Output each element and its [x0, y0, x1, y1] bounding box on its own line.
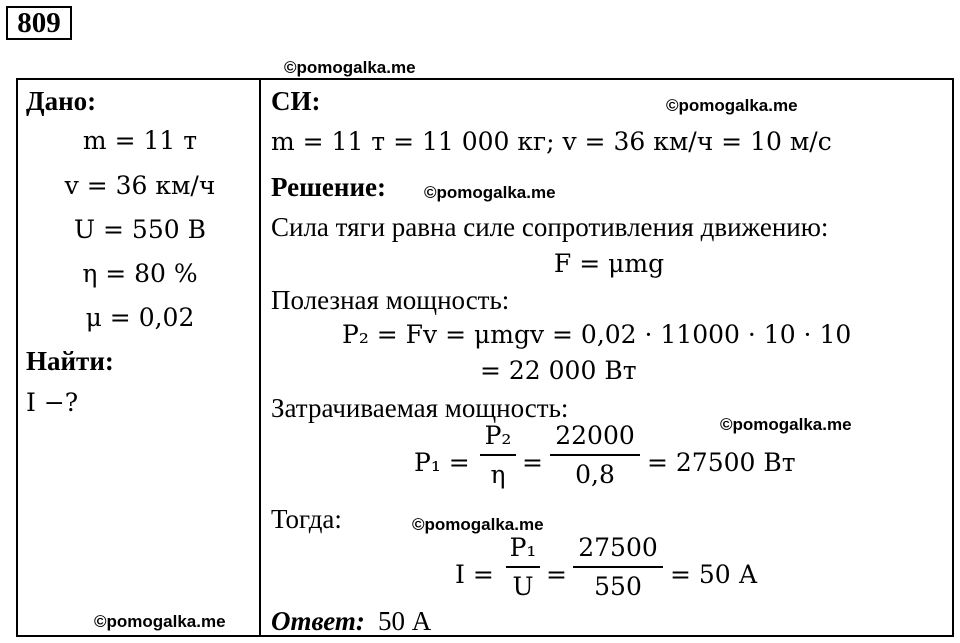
fraction-numerator: 22000: [555, 421, 635, 450]
fraction-numerator: 27500: [578, 533, 658, 562]
watermark: ©pomogalka.me: [284, 58, 416, 77]
given-speed: v = 36 км/ч: [64, 171, 216, 200]
formula-p1-equals: =: [522, 448, 543, 477]
fraction-bar: [573, 566, 663, 568]
fraction-p1-u: [506, 533, 540, 602]
find-heading: Найти:: [26, 346, 114, 376]
watermark: ©pomogalka.me: [424, 183, 556, 202]
fraction-denominator: 0,8: [575, 460, 615, 489]
solution-text-1: Сила тяги равна силе сопротивления движению:: [271, 212, 829, 242]
watermark: ©pomogalka.me: [666, 96, 798, 115]
solution-heading: Решение:: [271, 172, 386, 202]
fraction-numerator: P₂: [484, 421, 512, 450]
formula-current-result: = 50 А: [670, 560, 758, 589]
watermark: ©pomogalka.me: [94, 612, 226, 631]
si-line: m = 11 т = 11 000 кг; v = 36 км/ч = 10 м/с: [271, 127, 832, 156]
formula-force: F = μmg: [553, 249, 665, 278]
fraction-p2-eta: [480, 421, 516, 490]
formula-current-equals: =: [546, 560, 567, 589]
solution-text-3: Затрачиваемая мощность:: [271, 393, 569, 423]
formula-useful-power: P₂ = Fv = μmgv = 0,02 · 11000 · 10 · 10: [342, 320, 852, 349]
given-mass: m = 11 т: [82, 126, 198, 155]
formula-current-lhs: I =: [455, 560, 494, 589]
find-value: I −?: [26, 388, 79, 417]
watermark: ©pomogalka.me: [412, 515, 544, 534]
given-heading: Дано:: [26, 86, 97, 116]
fraction-22000-08: [550, 421, 640, 490]
fraction-bar: [550, 454, 640, 456]
si-heading: СИ:: [271, 86, 321, 116]
solution-text-2: Полезная мощность:: [271, 285, 510, 315]
fraction-27500-550: [573, 533, 663, 602]
given-efficiency: η = 80 %: [82, 259, 198, 288]
fraction-denominator: 550: [594, 572, 642, 601]
given-friction: μ = 0,02: [85, 303, 195, 332]
solution-text-4: Тогда:: [271, 504, 342, 534]
formula-useful-power-result: = 22 000 Вт: [480, 356, 637, 385]
given-voltage: U = 550 В: [74, 215, 206, 244]
answer-label: Ответ:: [271, 606, 365, 636]
column-divider: [259, 78, 261, 637]
formula-p1-result: = 27500 Вт: [647, 448, 796, 477]
fraction-denominator: U: [512, 572, 534, 601]
formula-p1-lhs: P₁ =: [414, 448, 470, 477]
problem-number: 809: [6, 6, 72, 40]
answer-value: 50 А: [378, 606, 432, 636]
watermark: ©pomogalka.me: [720, 415, 852, 434]
fraction-denominator: η: [490, 460, 506, 489]
fraction-numerator: P₁: [509, 533, 537, 562]
fraction-bar: [480, 454, 516, 456]
fraction-bar: [506, 566, 540, 568]
